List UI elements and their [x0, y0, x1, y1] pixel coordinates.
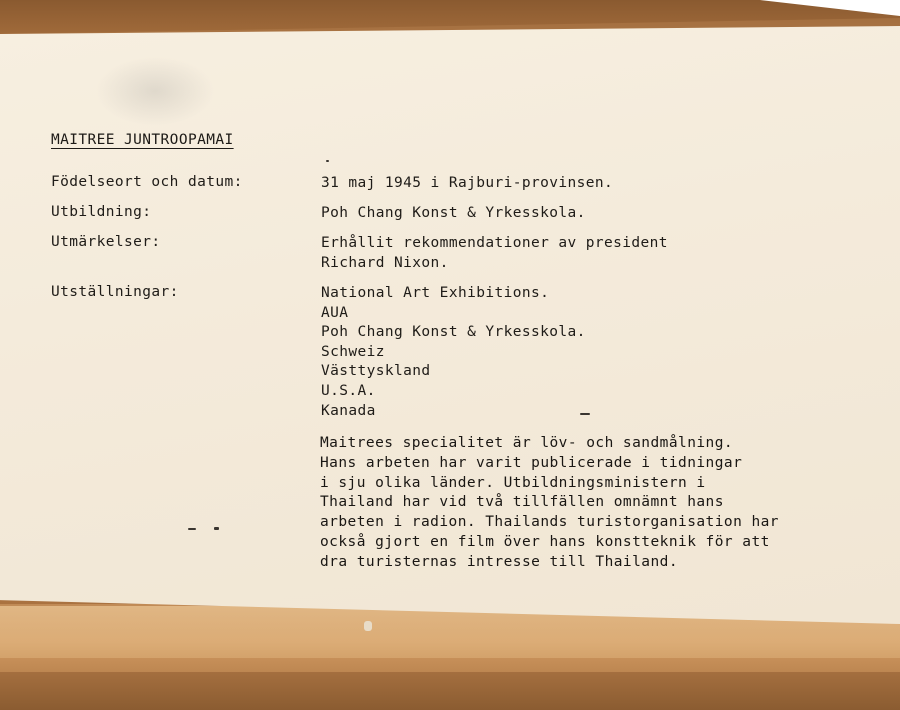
row-value-education	[321, 204, 586, 224]
paragraph-line: också gjort en film över hans konstteknik för att	[320, 533, 770, 550]
row-value-exhibitions	[321, 284, 586, 421]
paragraph-line: dra turisternas intresse till Thailand.	[320, 553, 679, 570]
value-line: Kanada	[321, 402, 376, 419]
value-line: Erhållit rekommendationer av president	[321, 235, 668, 251]
value-line: Poh Chang Konst & Yrkesskola.	[321, 324, 586, 341]
paper-smudge	[95, 56, 215, 126]
value-line: Västtyskland	[321, 363, 431, 380]
pin-mark	[364, 621, 372, 631]
paragraph-line: arbeten i radion. Thailands turistorganisation har	[320, 514, 779, 531]
paragraph-line: i sju olika länder. Utbildningsministern i	[320, 474, 706, 491]
ink-speck	[326, 160, 329, 162]
row-label-birth: Födelseort och datum:	[51, 174, 243, 190]
row-value-birth	[321, 174, 613, 194]
paragraph-line: Hans arbeten har varit publicerade i tidningar	[320, 454, 743, 471]
ink-speck	[580, 413, 590, 415]
value-line: National Art Exhibitions.	[321, 285, 550, 301]
document-heading: MAITREE JUNTROOPAMAI	[51, 132, 234, 148]
ink-speck	[188, 528, 196, 530]
paragraph-line: Thailand har vid två tillfällen omnämnt hans	[320, 494, 724, 511]
row-label-exhibitions: Utställningar:	[51, 284, 179, 300]
value-line: Poh Chang Konst & Yrkesskola.	[321, 205, 586, 221]
value-line: AUA	[321, 304, 349, 321]
value-line: U.S.A.	[321, 382, 376, 399]
board-lower-edge	[0, 672, 900, 710]
row-value-awards	[321, 234, 668, 273]
biography-paragraph	[320, 434, 779, 573]
paragraph-line: Maitrees specialitet är löv- och sandmålning.	[320, 435, 734, 451]
value-line: 31 maj 1945 i Rajburi-provinsen.	[321, 175, 614, 191]
value-line: Schweiz	[321, 343, 385, 360]
row-label-education: Utbildning:	[51, 204, 152, 220]
ink-speck	[214, 527, 219, 530]
value-line: Richard Nixon.	[321, 254, 449, 271]
row-label-awards: Utmärkelser:	[51, 234, 161, 250]
